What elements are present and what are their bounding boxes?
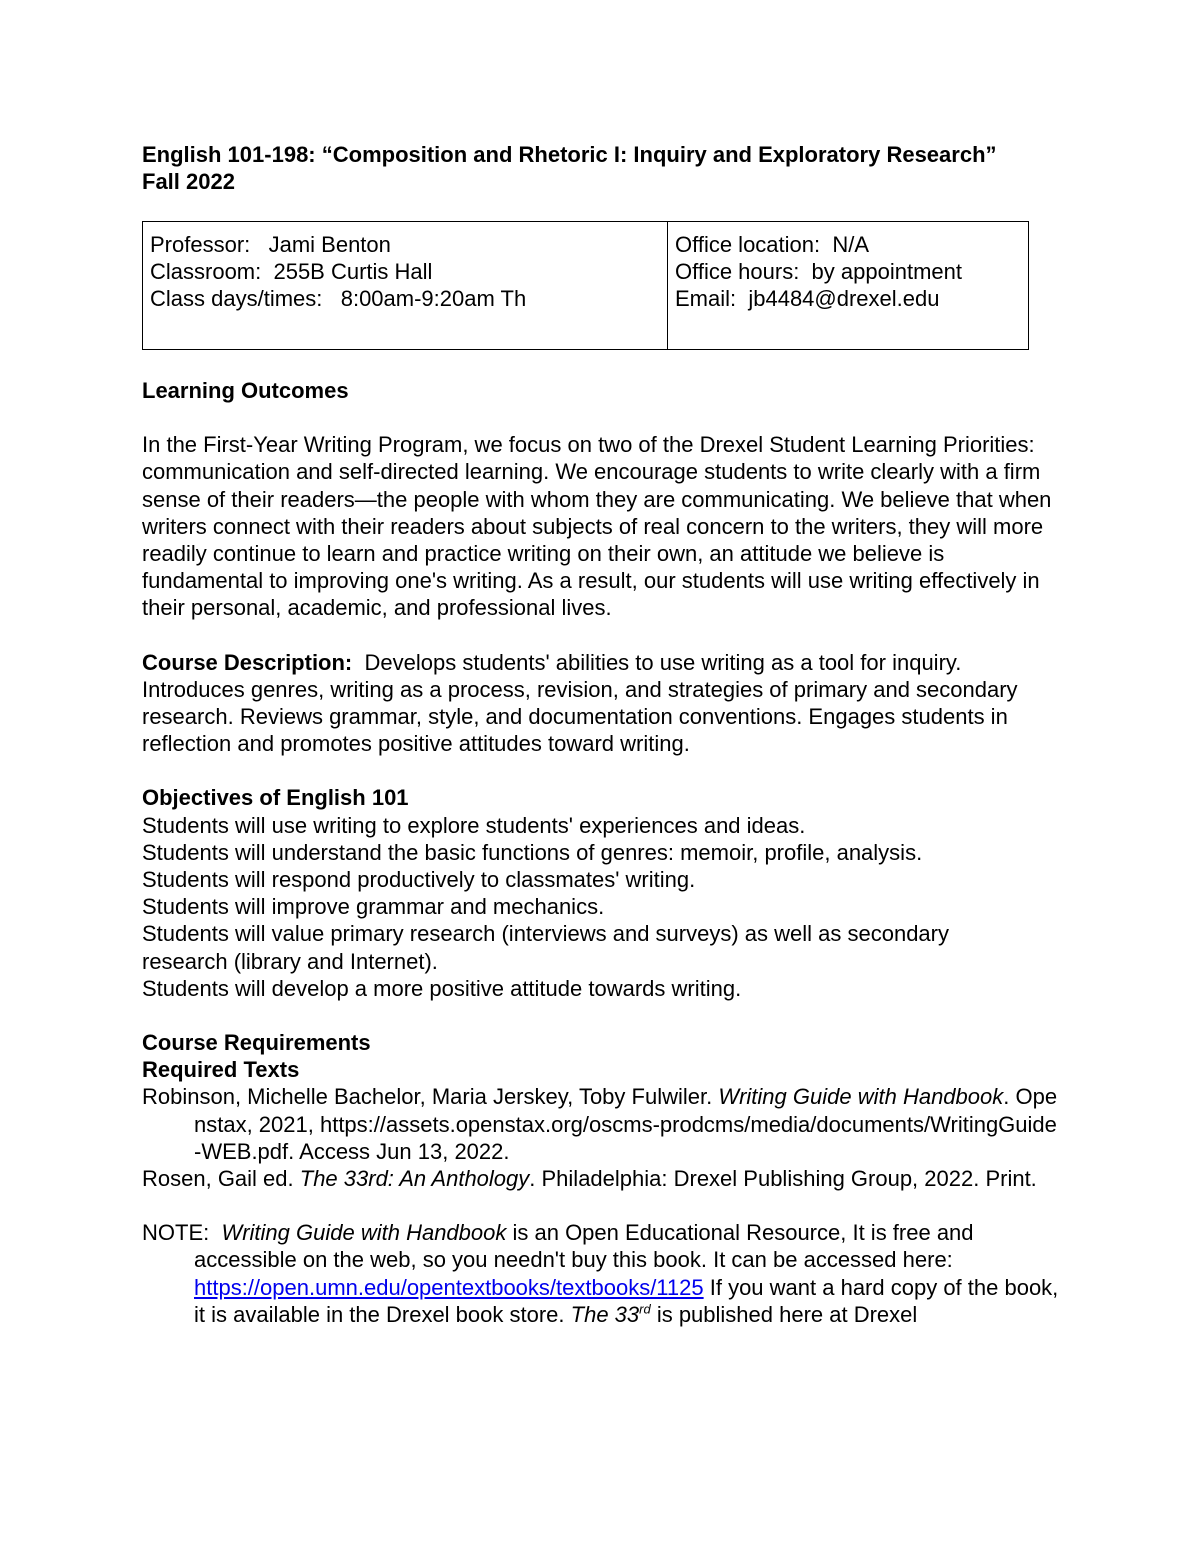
objective-item: Students will value primary research (interviews and surveys) as well as secondary research (library and Internet). — [142, 921, 949, 974]
learning-outcomes-body: In the First-Year Writing Program, we focus on two of the Drexel Student Learning Priorities: communication and self-directed learning. We encourage students to write clearly with a firm sense of their readers—the people with whom they are communicating. We believe that when writers connect with their readers about subjects of real concern to the writers, they will more readily continue to learn and practice writing on their own, an attitude we believe is fundamental to improving one's writing. As a result, our students will use writing effectively in their personal, academic, and professional lives. — [142, 432, 1052, 621]
objectives-heading: Objectives of English 101 — [142, 785, 409, 811]
objective-item: Students will develop a more positive attitude towards writing. — [142, 975, 742, 1001]
note-title2: The 33 — [570, 1301, 640, 1327]
note-book-title: Writing Guide with Handbook — [221, 1220, 507, 1246]
syllabus-page — [142, 141, 1062, 1328]
text2-authors: Rosen, Gail ed. — [142, 1166, 300, 1192]
text2-rest: . Philadelphia: Drexel Publishing Group, 2022. Print. — [529, 1166, 1037, 1192]
note-text-c: is published here at Drexel — [650, 1301, 918, 1327]
course-term: Fall 2022 — [142, 169, 235, 194]
course-info-left-cell — [143, 222, 668, 350]
office-hours-line: Office hours: by appointment — [675, 259, 962, 285]
note-label: NOTE: — [142, 1220, 222, 1246]
objective-item: Students will improve grammar and mechanics. — [142, 894, 605, 920]
required-text-2 — [142, 1165, 1062, 1192]
note-paragraph — [142, 1219, 1062, 1328]
text1-title: Writing Guide with Handbook — [718, 1084, 1004, 1110]
classroom-line: Classroom: 255B Curtis Hall — [150, 259, 433, 285]
objective-item: Students will understand the basic functions of genres: memoir, profile, analysis. — [142, 839, 923, 865]
required-texts-heading: Required Texts — [142, 1057, 300, 1083]
course-title-line1: English 101-198: “Composition and Rhetoric I: Inquiry and Exploratory Research” — [142, 142, 997, 167]
office-location-line: Office location: N/A — [675, 232, 870, 257]
objective-item: Students will use writing to explore students' experiences and ideas. — [142, 812, 806, 838]
note-text-a: is an Open Educational Resource, It is free and accessible on the web, so you needn't buy this book. It can be accessed here: — [194, 1220, 974, 1273]
course-info-right-cell — [668, 222, 1029, 350]
course-description — [142, 649, 1062, 758]
email-line: Email: jb4484@drexel.edu — [675, 286, 940, 312]
note-title2-sup: rd — [639, 1301, 651, 1317]
text2-title: The 33rd: An Anthology — [299, 1166, 530, 1192]
text1-rest: . Openstax, 2021, https://assets.openstax.org/oscms-prodcms/media/documents/WritingGuide-WEB.pdf. Access Jun 13, 2022. — [194, 1084, 1058, 1164]
course-requirements-heading: Course Requirements — [142, 1030, 371, 1056]
course-description-label: Course Description: — [142, 649, 353, 675]
note-text-b: If you want a hard copy of the book, it is available in the Drexel book store. — [194, 1274, 1059, 1327]
class-days-line: Class days/times: 8:00am-9:20am Th — [150, 286, 527, 312]
course-description-body: Develops students' abilities to use writing as a tool for inquiry. Introduces genres, writing as a process, revision, and strategies of primary and secondary research. Reviews grammar, style, and documentation conventions. Engages students in reflection and promotes positive attitudes toward writing. — [142, 649, 1018, 757]
text1-authors: Robinson, Michelle Bachelor, Maria Jerskey, Toby Fulwiler. — [142, 1084, 719, 1110]
professor-line: Professor: Jami Benton — [150, 232, 391, 257]
learning-outcomes-heading: Learning Outcomes — [142, 378, 349, 403]
textbook-link[interactable]: https://open.umn.edu/opentextbooks/textbooks/1125 — [194, 1274, 704, 1300]
objective-item: Students will respond productively to classmates' writing. — [142, 867, 696, 893]
course-info-table — [142, 221, 1029, 350]
required-text-1 — [142, 1083, 1064, 1165]
